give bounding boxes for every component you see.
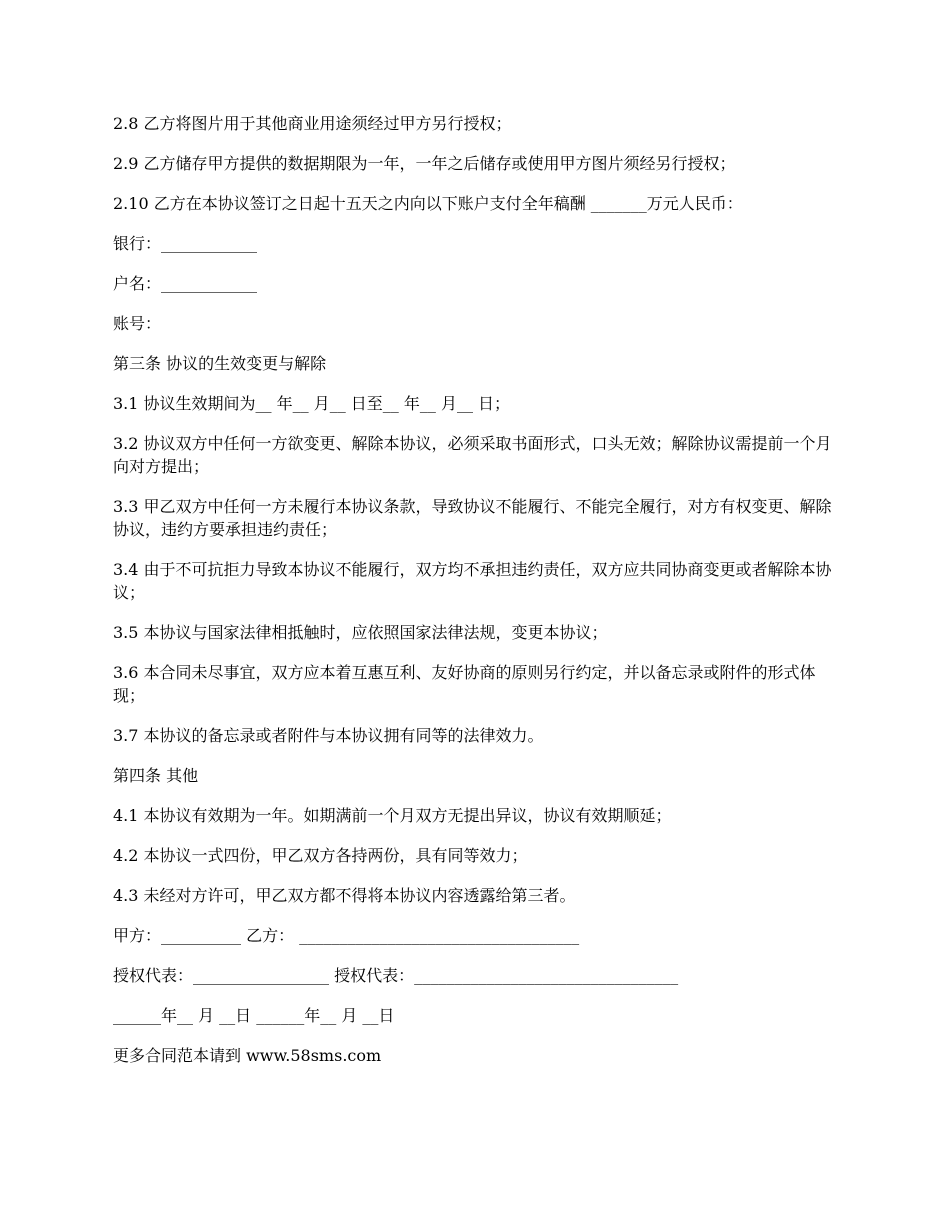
clause-2-9: 2.9 乙方储存甲方提供的数据期限为一年，一年之后储存或使用甲方图片须经另行授权； [113,154,736,173]
clause-4-1: 4.1 本协议有效期为一年。如期满前一个月双方无提出异议，协议有效期顺延； [113,806,672,825]
date-line: ______年__ 月 __日 ______年__ 月 __日 [113,1006,395,1025]
article-4-heading: 第四条 其他 [113,766,199,785]
clause-3-1: 3.1 协议生效期间为__ 年__ 月__ 日至__ 年__ 月__ 日； [113,394,511,413]
clause-3-3: 3.3 甲乙双方中任何一方未履行本协议条款，导致协议不能履行、不能完全履行，对方有权变更、解除协议，违约方要承担违约责任； [113,497,832,539]
party-signature-line: 甲方：__________ 乙方： ___________________________________ [113,926,580,945]
clause-3-6: 3.6 本合同未尽事宜，双方应本着互惠互利、友好协商的原则另行约定，并以备忘录或附件的形式体现； [113,663,816,705]
article-3-heading: 第三条 协议的生效变更与解除 [113,354,327,373]
clause-3-4: 3.4 由于不可抗拒力导致本协议不能履行，双方均不承担违约责任，双方应共同协商变更或者解除本协议； [113,560,832,602]
account-name-field: 户名：____________ [113,274,258,293]
clause-3-2: 3.2 协议双方中任何一方欲变更、解除本协议，必须采取书面形式，口头无效；解除协议需提前一个月向对方提出； [113,434,832,476]
bank-field: 银行：____________ [113,234,258,253]
clause-4-2: 4.2 本协议一式四份，甲乙双方各持两份，具有同等效力； [113,846,528,865]
clause-3-5: 3.5 本协议与国家法律相抵触时，应依照国家法律法规，变更本协议； [113,623,608,642]
clause-4-3: 4.3 未经对方许可，甲乙双方都不得将本协议内容透露给第三者。 [113,886,576,905]
clause-2-10: 2.10 乙方在本协议签订之日起十五天之内向以下账户支付全年稿酬 _______万元人民币： [113,194,743,213]
representative-signature-line: 授权代表：_________________ 授权代表：_________________________________ [113,966,679,985]
document-page [113,112,833,1084]
footer-note: 更多合同范本请到 www.58sms.com [113,1046,382,1065]
clause-2-8: 2.8 乙方将图片用于其他商业用途须经过甲方另行授权； [113,114,512,133]
account-number-field: 账号： [113,314,162,333]
clause-3-7: 3.7 本协议的备忘录或者附件与本协议拥有同等的法律效力。 [113,726,544,745]
